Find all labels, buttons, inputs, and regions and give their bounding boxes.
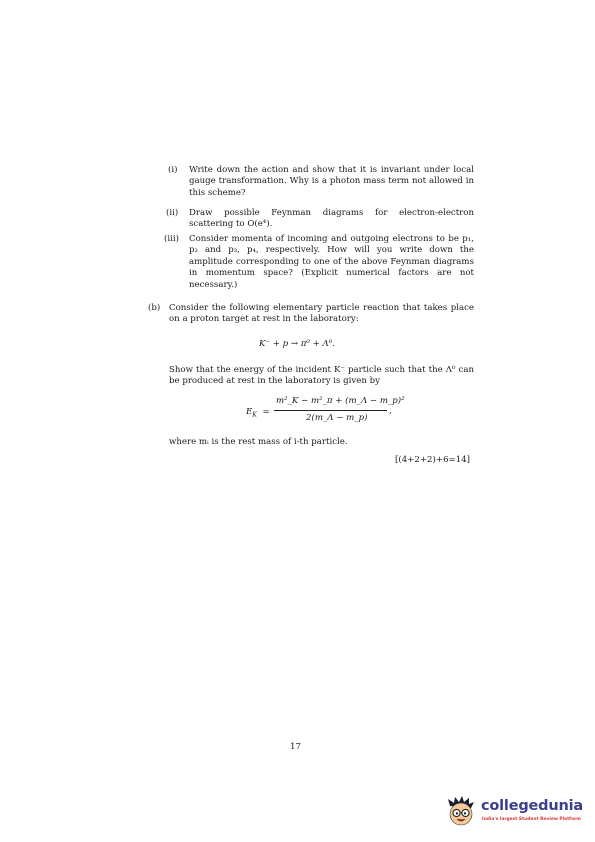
formula-trailing-comma: ,	[389, 406, 392, 416]
where-text: where mᵢ is the rest mass of i-th particle.	[169, 437, 348, 447]
marks-total: [(4+2+2)+6=14]	[395, 455, 471, 465]
item-label-iii: (iii)	[164, 234, 179, 244]
fraction-bar	[274, 410, 387, 411]
item-text-iii: Consider momenta of incoming and outgoing electrons to be p₁, p₂ and p₃, p₄, respectively. How will you write down the amplitude corresponding to one of the above Feynman diagrams in momentum space? (Explicit numerical factors are not necessary.)	[189, 234, 474, 290]
part-label-b: (b)	[148, 303, 161, 313]
show-text: Show that the energy of the incident K⁻ particle such that the Λ⁰ can be produced at rest in the laboratory is given by	[169, 365, 474, 387]
collegedunia-logo[interactable]	[444, 796, 583, 830]
formula-numerator: m²_K − m²_π + (m_Λ − m_p)²	[276, 396, 405, 406]
formula-lhs: $E_K$ =	[246, 407, 270, 419]
formula-denominator: 2(m_Λ − m_p)	[306, 413, 368, 423]
item-text-i: Write down the action and show that it is invariant under local gauge transformation. Why is a photon mass term not allowed in this scheme?	[189, 165, 474, 198]
page-number: 17	[290, 742, 301, 752]
mascot-icon	[444, 796, 478, 828]
item-label-i: (i)	[168, 165, 178, 175]
item-text-ii: Draw possible Feynman diagrams for electron-electron scattering to O(e⁴).	[189, 208, 474, 230]
item-label-ii: (ii)	[166, 208, 179, 218]
reaction-equation: K⁻ + p → π⁰ + Λ⁰.	[259, 339, 335, 349]
logo-wordmark: collegedunia	[481, 798, 583, 814]
part-text-b: Consider the following elementary particle reaction that takes place on a proton target at rest in the laboratory:	[169, 303, 474, 325]
logo-tagline: India's largest Student Review Platform	[482, 817, 581, 822]
